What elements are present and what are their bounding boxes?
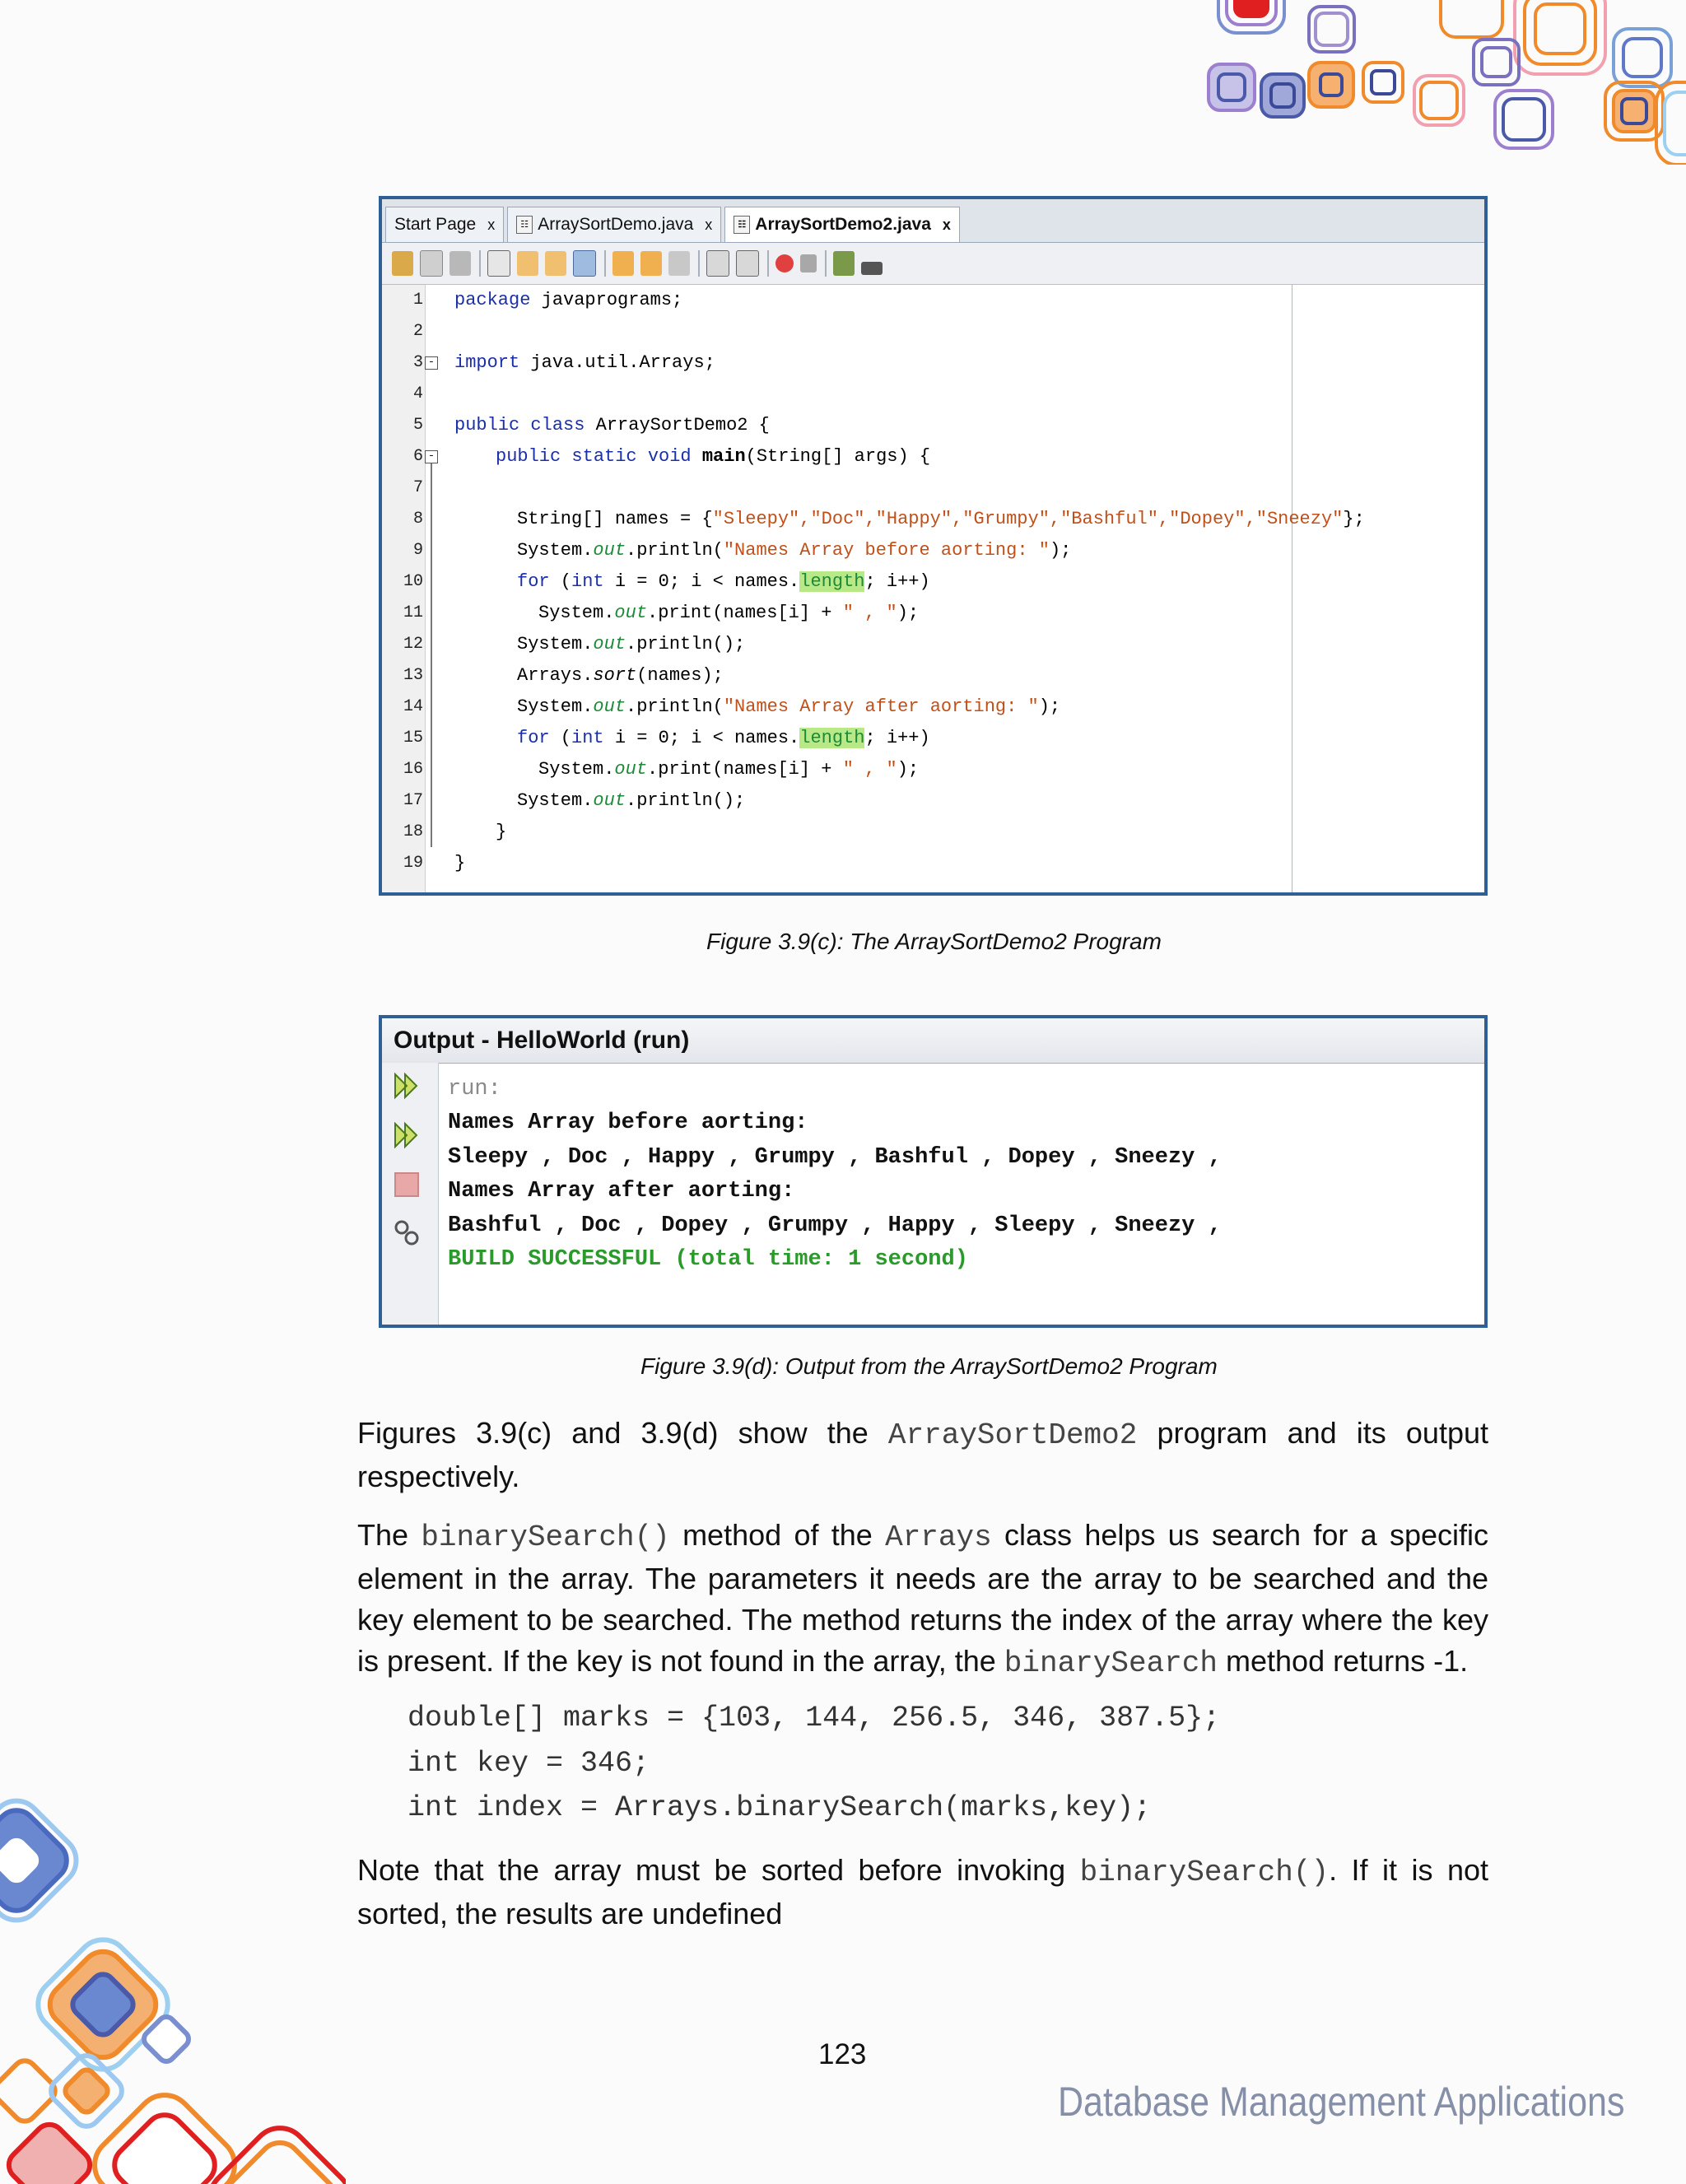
paragraph: Note that the array must be sorted before invoking binarySearch(). If it is not sorted, the results are undefined: [357, 1853, 1488, 1930]
code-line: Arrays.sort(names);: [517, 665, 724, 686]
console-line: run:: [448, 1077, 501, 1101]
line-number: 16: [403, 760, 423, 779]
code-line: System.out.println("Names Array after aorting: ");: [517, 696, 1061, 717]
console-line: Names Array before aorting:: [448, 1111, 808, 1136]
back-icon[interactable]: [449, 251, 471, 276]
code-line: for (int i = 0; i < names.length; i++): [517, 728, 930, 748]
fold-guide-line: [431, 463, 432, 847]
find-icon[interactable]: [487, 250, 510, 277]
code-line: System.out.print(names[i] + " , ");: [538, 759, 920, 780]
line-number: 2: [412, 322, 423, 341]
console-line: BUILD SUCCESSFUL (total time: 1 second): [448, 1246, 968, 1272]
tab-arraysortdemo2[interactable]: [724, 207, 960, 242]
line-number: 7: [412, 478, 423, 497]
code-snippet-line: int index = Arrays.binarySearch(marks,key);: [408, 1791, 1152, 1824]
line-number: 19: [403, 854, 423, 873]
output-console: [448, 1073, 1222, 1277]
paragraph: The binarySearch() method of the Arrays class helps us search for a specific element in the array. The parameters it needs are the array to be searched and the key element to be searched. The method returns the index of the array where the key is present. If the key is not found in the array, the binarySearch method returns -1.: [357, 1518, 1488, 1680]
shift-left-icon[interactable]: [706, 250, 729, 277]
code-snippet-line: double[] marks = {103, 144, 256.5, 346, 387.5};: [408, 1702, 1221, 1735]
stop-icon[interactable]: [392, 1170, 422, 1199]
output-title: Output - HelloWorld (run): [394, 1027, 690, 1054]
toolbar-separator: [825, 250, 827, 277]
fold-toggle-icon[interactable]: -: [425, 356, 438, 370]
tab-label: ArraySortDemo.java: [538, 215, 694, 234]
line-number: 6: [412, 447, 423, 466]
toolbar-separator: [604, 250, 606, 277]
toolbar-separator: [767, 250, 769, 277]
uncomment-icon[interactable]: [861, 262, 883, 275]
line-number: 5: [412, 416, 423, 435]
figure-caption: Figure 3.9(d): Output from the ArraySortDemo2 Program: [640, 1353, 1218, 1379]
tab-close-icon[interactable]: x: [705, 216, 713, 233]
output-side-toolbar: [382, 1063, 439, 1325]
code-line: String[] names = {"Sleepy","Doc","Happy","Grumpy","Bashful","Dopey","Sneezy"};: [517, 509, 1365, 529]
line-number: 4: [412, 384, 423, 403]
line-number: 10: [403, 572, 423, 591]
rerun-with-params-icon[interactable]: [392, 1120, 422, 1150]
paragraph: Figures 3.9(c) and 3.9(d) show the ArraySortDemo2 program and its output respectively.: [357, 1416, 1488, 1493]
editor-tab-bar: [382, 199, 1484, 243]
output-window-screenshot: [379, 1015, 1488, 1328]
toolbar-separator: [479, 250, 481, 277]
code-line: public class ArraySortDemo2 {: [454, 415, 770, 435]
java-file-icon: ☷: [516, 216, 533, 234]
settings-icon[interactable]: [392, 1218, 422, 1247]
tab-arraysortdemo[interactable]: [507, 207, 721, 242]
code-line: }: [496, 822, 507, 842]
code-line: package javaprograms;: [454, 290, 683, 310]
last-edit-icon[interactable]: [420, 250, 443, 277]
tab-start-page[interactable]: [385, 207, 504, 242]
footer-title: Database Management Applications: [1058, 2079, 1625, 2125]
output-title-bar: [382, 1018, 1484, 1064]
line-number: 3: [412, 353, 423, 372]
line-number: 18: [403, 822, 423, 841]
previous-bookmark-icon[interactable]: [612, 251, 634, 276]
code-line: System.out.print(names[i] + " , ");: [538, 603, 920, 623]
toolbar-separator: [698, 250, 700, 277]
page-number: 123: [818, 2038, 867, 2070]
code-line: System.out.println("Names Array before aorting: ");: [517, 540, 1072, 561]
tab-close-icon[interactable]: x: [487, 216, 496, 233]
tab-close-icon[interactable]: x: [942, 216, 951, 233]
code-line: public static void main(String[] args) {: [496, 446, 931, 467]
tab-label: Start Page: [394, 215, 477, 234]
code-line: }: [454, 853, 466, 873]
stop-macro-icon[interactable]: [800, 254, 817, 272]
figure-caption: Figure 3.9(c): The ArraySortDemo2 Program: [706, 929, 1162, 954]
find-previous-icon[interactable]: [517, 251, 538, 276]
rerun-icon[interactable]: [392, 1071, 422, 1101]
toggle-highlight-icon[interactable]: [573, 250, 596, 277]
record-macro-icon[interactable]: [775, 254, 794, 272]
line-number: 15: [403, 729, 423, 747]
line-number: 17: [403, 791, 423, 810]
line-number: 9: [412, 541, 423, 560]
line-number: 1: [412, 291, 423, 310]
code-snippet-line: int key = 346;: [408, 1747, 650, 1780]
java-file-icon: ☷: [734, 216, 750, 234]
shift-right-icon[interactable]: [736, 250, 759, 277]
toggle-bookmark-icon[interactable]: [668, 251, 690, 276]
console-line: Bashful , Doc , Dopey , Grumpy , Happy , Sleepy , Sneezy ,: [448, 1213, 1222, 1238]
editor-toolbar: [382, 243, 1484, 285]
line-number: 8: [412, 510, 423, 529]
code-editor-screenshot: [379, 196, 1488, 896]
code-area[interactable]: [382, 285, 1484, 892]
source-history-icon[interactable]: [392, 251, 413, 276]
find-next-icon[interactable]: [545, 251, 566, 276]
decorative-squares-top: [1202, 0, 1686, 165]
line-number: 11: [403, 603, 423, 622]
decorative-squares-bottom: [0, 1795, 346, 2184]
comment-icon[interactable]: [833, 251, 855, 276]
code-line: System.out.println();: [517, 790, 746, 811]
code-line: for (int i = 0; i < names.length; i++): [517, 571, 930, 592]
fold-toggle-icon[interactable]: -: [425, 450, 438, 463]
next-bookmark-icon[interactable]: [640, 251, 662, 276]
console-line: Sleepy , Doc , Happy , Grumpy , Bashful , Dopey , Sneezy ,: [448, 1144, 1222, 1170]
line-number: 13: [403, 666, 423, 685]
code-line: import java.util.Arrays;: [454, 352, 715, 373]
tab-label: ArraySortDemo2.java: [755, 215, 931, 234]
code-line: System.out.println();: [517, 634, 746, 654]
line-number: 14: [403, 697, 423, 716]
line-number: 12: [403, 635, 423, 654]
console-line: Names Array after aorting:: [448, 1179, 795, 1204]
